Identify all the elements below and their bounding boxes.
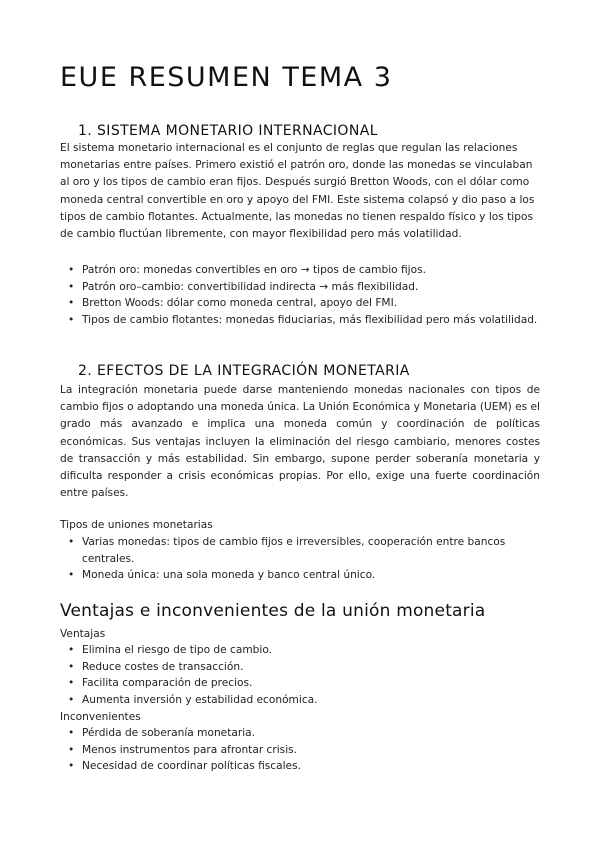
- list-item: • Bretton Woods: dólar como moneda central, apoyo del FMI.: [60, 295, 550, 312]
- list-item: • Facilita comparación de precios.: [60, 675, 540, 692]
- list-item: • Elimina el riesgo de tipo de cambio.: [60, 642, 540, 659]
- list-item: • Moneda única: una sola moneda y banco central único.: [60, 567, 540, 584]
- advantages-label: Ventajas: [60, 628, 106, 640]
- list-item: • Aumenta inversión y estabilidad económica.: [60, 692, 540, 709]
- list-item: • Patrón oro–cambio: convertibilidad indirecta → más flexibilidad.: [60, 279, 550, 296]
- list-item: • Patrón oro: monedas convertibles en oro → tipos de cambio fijos.: [60, 262, 550, 279]
- document-title: EUE RESUMEN TEMA 3: [60, 62, 393, 93]
- section-1-paragraph: El sistema monetario internacional es el conjunto de reglas que regulan las relaciones monetarias entre países. Primero existió el patrón oro, donde las monedas se vinculaban al oro y los tipos de cambio eran fijos. Después surgió Bretton Woods, con el dólar como moneda central convertible en oro y apoyo del FMI. Este sistema colapsó y dio paso a los tipos de cambio flotantes. Actualmente, las monedas no tienen respaldo físico y los tipos de cambio fluctúan libremente, con mayor flexibilidad pero más volatilidad.: [60, 142, 535, 241]
- union-types-label: Tipos de uniones monetarias: [60, 519, 213, 531]
- disadvantages-label: Inconvenientes: [60, 711, 141, 723]
- list-item: • Necesidad de coordinar políticas fiscales.: [60, 758, 540, 775]
- union-types-list: [60, 534, 540, 584]
- disadvantages-list: [60, 725, 540, 775]
- section-3-heading: Ventajas e inconvenientes de la unión monetaria: [60, 601, 486, 621]
- section-1-bullets: [60, 262, 550, 328]
- list-item: • Reduce costes de transacción.: [60, 659, 540, 676]
- advantages-list: [60, 642, 540, 708]
- section-1-heading: 1. SISTEMA MONETARIO INTERNACIONAL: [78, 123, 378, 139]
- list-item: • Tipos de cambio flotantes: monedas fiduciarias, más flexibilidad pero más volatilidad.: [60, 312, 550, 329]
- list-item: • Varias monedas: tipos de cambio fijos e irreversibles, cooperación entre bancos centrales.: [60, 534, 540, 567]
- list-item: • Menos instrumentos para afrontar crisis.: [60, 742, 540, 759]
- section-2-heading: 2. EFECTOS DE LA INTEGRACIÓN MONETARIA: [78, 363, 410, 379]
- list-item: • Pérdida de soberanía monetaria.: [60, 725, 540, 742]
- section-2-paragraph: La integración monetaria puede darse manteniendo monedas nacionales con tipos de cambio fijos o adoptando una moneda única. La Unión Económica y Monetaria (UEM) es el grado más avanzado e implica una moneda común y coordinación de políticas económicas. Sus ventajas incluyen la eliminación del riesgo cambiario, menores costes de transacción y más estabilidad. Sin embargo, supone perder soberanía monetaria y dificulta responder a crisis económicas propias. Por ello, exige una fuerte coordinación entre países.: [60, 384, 540, 500]
